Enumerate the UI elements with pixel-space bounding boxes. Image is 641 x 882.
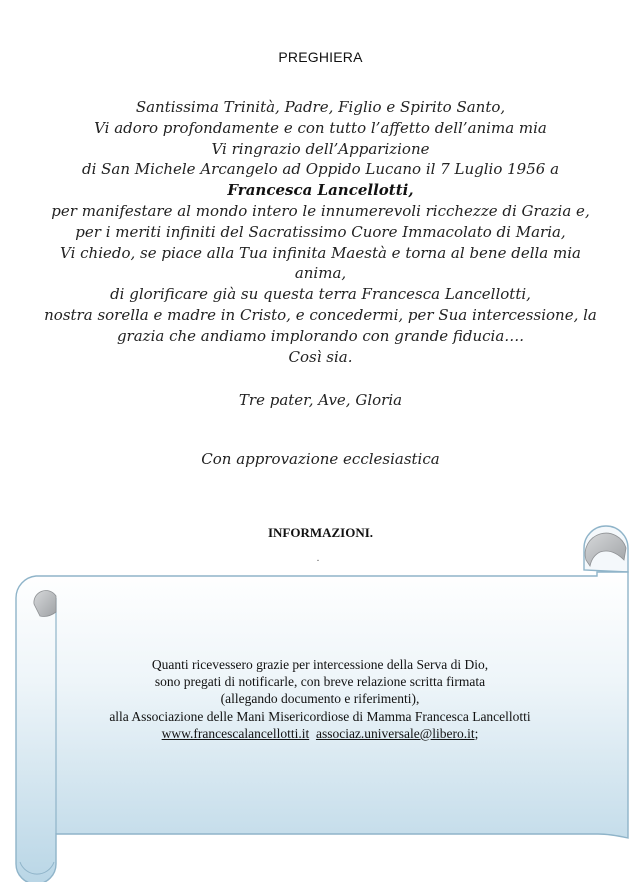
info-heading: INFORMAZIONI. [267,525,374,540]
info-line: sono pregati di notificarle, con breve relazione scritta firmata [154,674,486,690]
prayer-line: Così sia. [288,347,353,366]
info-line: (allegando documento e riferimenti), [220,691,420,707]
pater-ave-gloria: Tre pater, Ave, Gloria [238,391,403,409]
prayer-line: anima, [294,264,347,283]
prayer-line: per i meriti infiniti del Sacratissimo Cuore Immacolato di Maria, [75,222,566,241]
prayer-line: Vi ringrazio dell’Apparizione [211,139,430,158]
prayer-line: nostra sorella e madre in Cristo, e concedermi, per Sua intercessione, la [44,305,597,324]
prayer-line: grazia che andiamo implorando con grande fiducia…. [116,326,525,345]
prayer-line: Santissima Trinità, Padre, Figlio e Spirito Santo, [135,98,506,116]
prayer-line: di glorificare già su questa terra Francesca Lancellotti, [110,285,531,304]
info-line: Quanti ricevessero grazie per intercessione della Serva di Dio, [151,657,489,672]
info-dot: . [316,553,320,564]
prayer-line: Vi chiedo, se piace alla Tua infinita Maestà e torna al bene della mia [60,243,581,262]
info-contact-line [60,725,580,742]
info-text [60,656,580,742]
prayer-name-line: Francesca Lancellotti, [227,181,414,200]
page-title: PREGHIERA [278,49,363,65]
ecclesiastical-approval: Con approvazione ecclesiastica [201,450,440,468]
prayer-line: per manifestare al mondo intero le innumerevoli ricchezze di Grazia e, [51,201,590,220]
trailing-semicolon: ; [474,725,479,741]
email-link[interactable]: associaz.universale@libero.it [315,725,475,741]
prayer-line: Vi adoro profondamente e con tutto l’affetto dell’anima mia [94,118,547,137]
website-link[interactable]: www.francescalancellotti.it [161,725,310,741]
prayer-line: di San Michele Arcangelo ad Oppido Lucano il 7 Luglio 1956 a [81,160,560,179]
info-line: alla Associazione delle Mani Misericordiose di Mamma Francesca Lancellotti [109,708,531,724]
